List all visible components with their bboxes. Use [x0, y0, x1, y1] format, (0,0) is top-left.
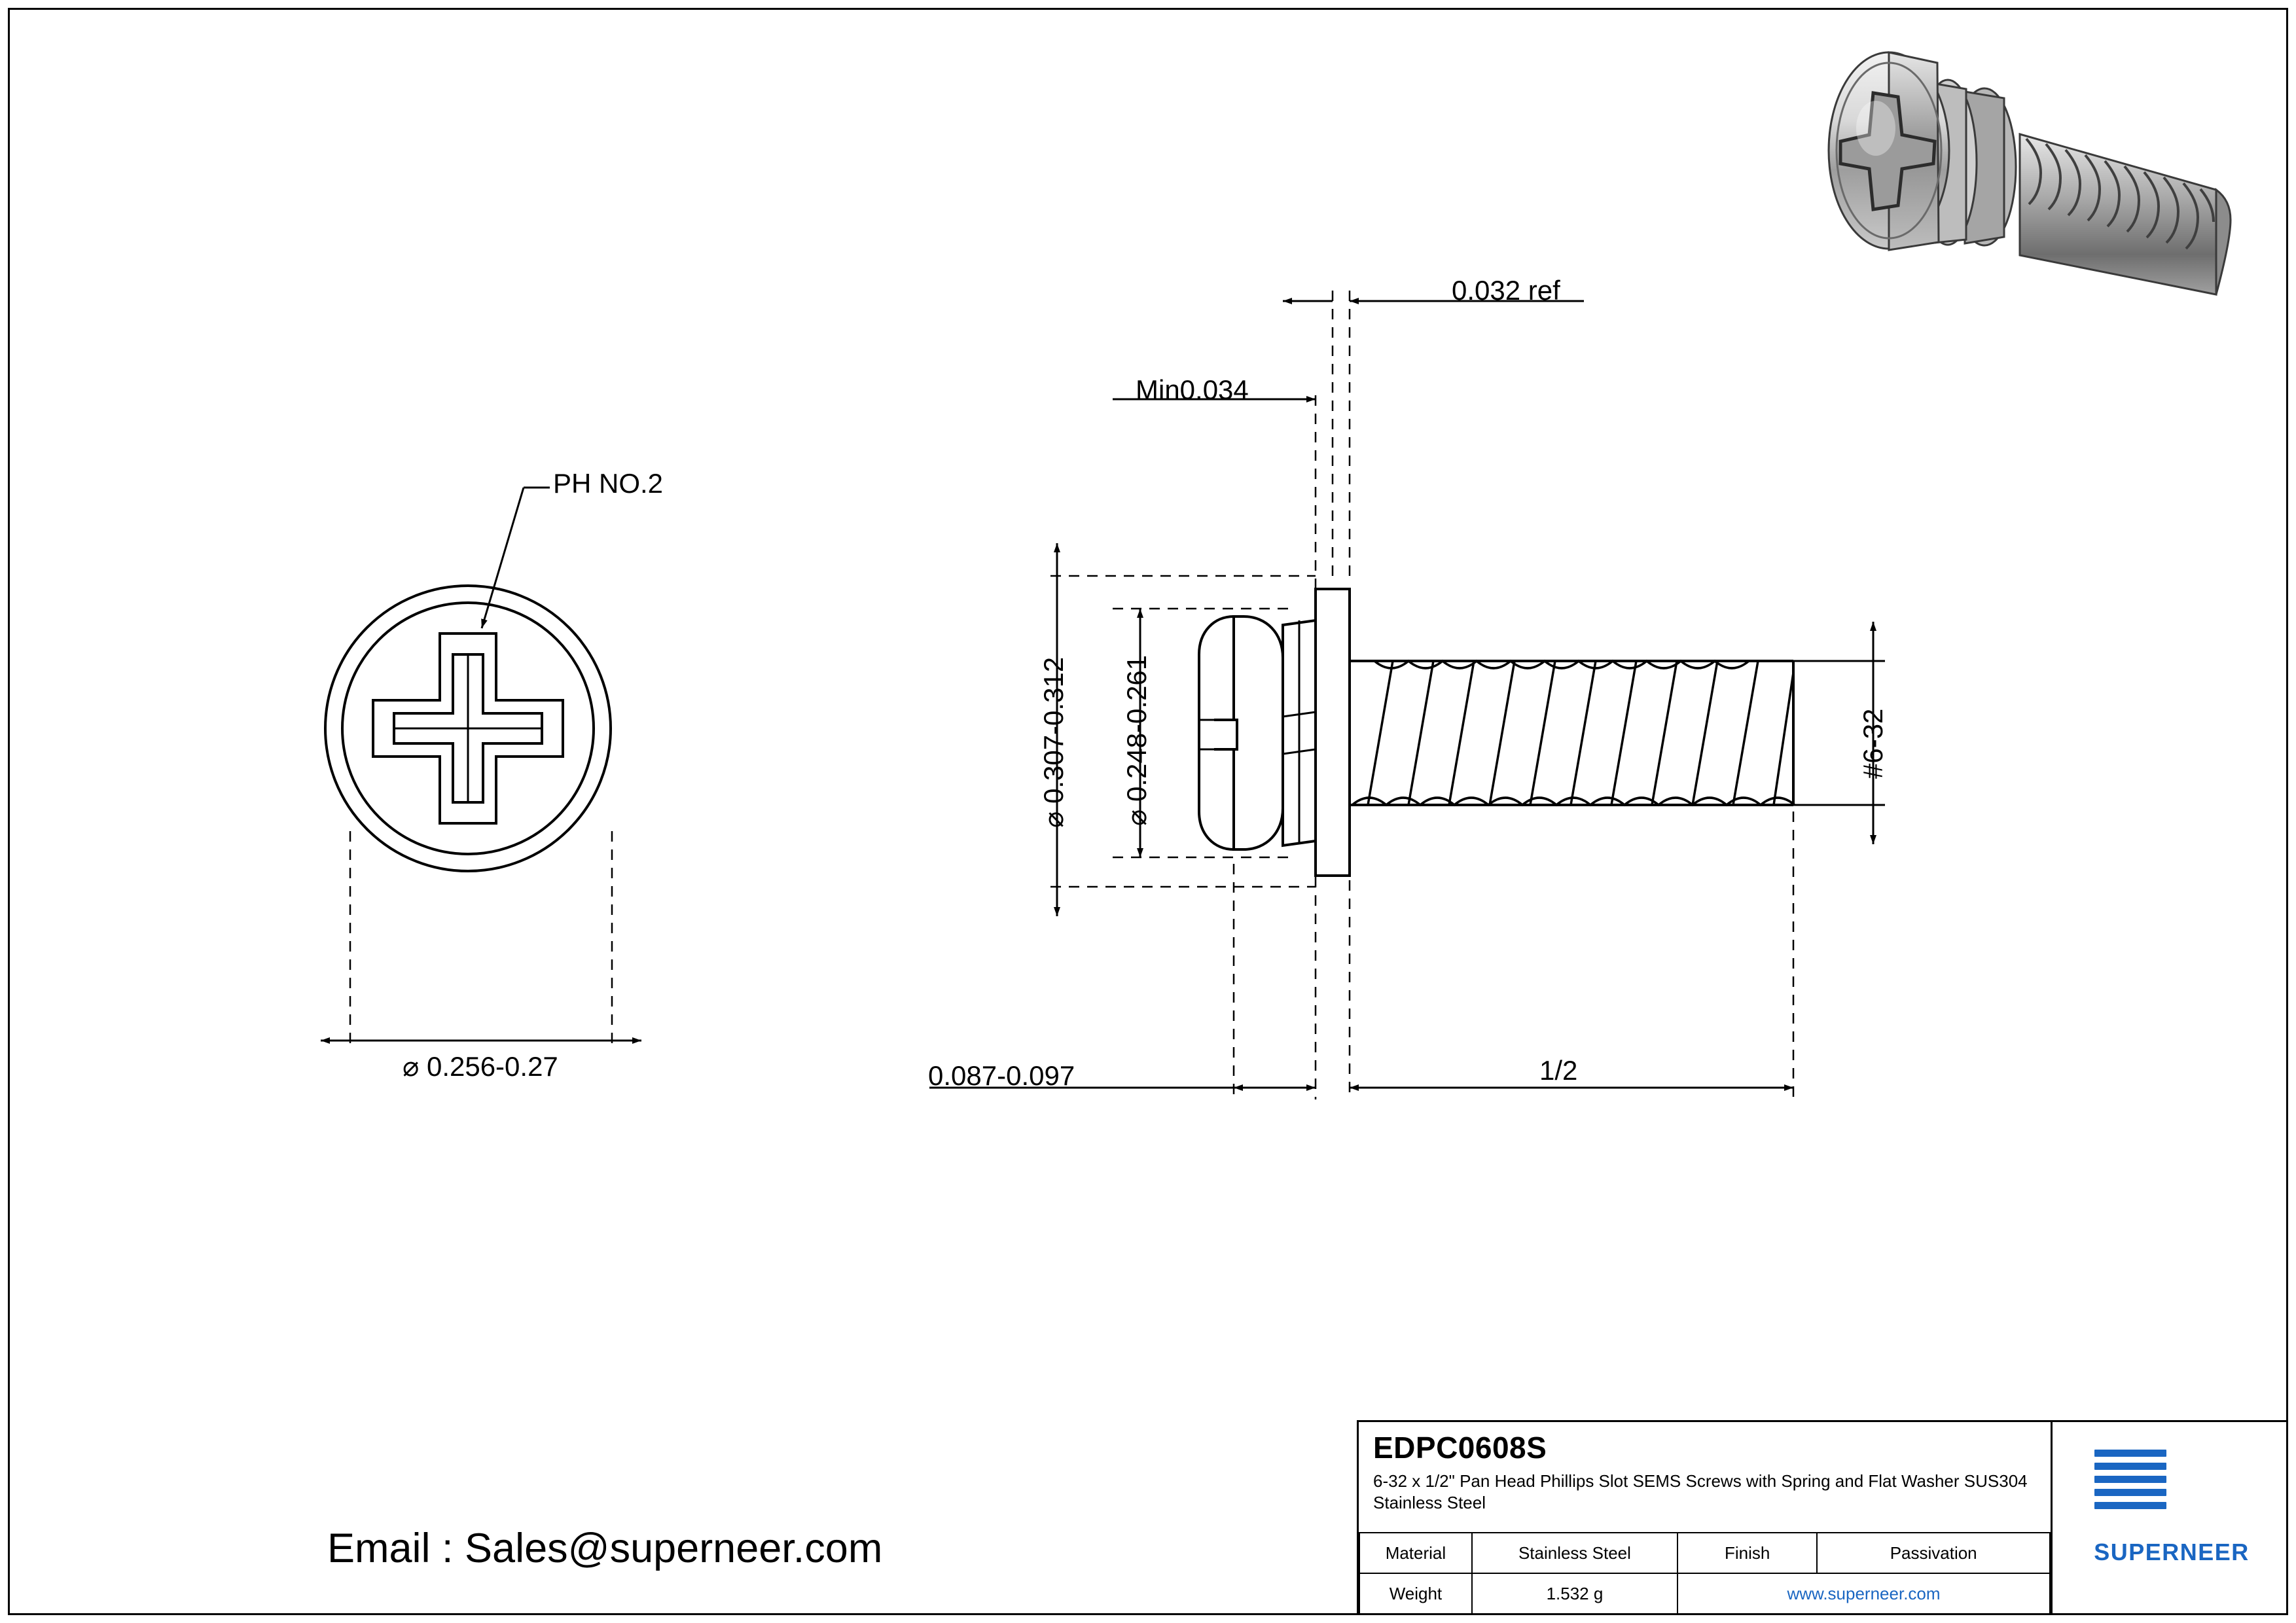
table-row [1359, 1573, 2050, 1614]
ph-no2-label: PH NO.2 [553, 468, 664, 499]
table-row [1359, 1533, 2050, 1573]
part-code: EDPC0608S [1373, 1431, 1547, 1465]
dim-head-od: ⌀ 0.307-0.312 [1038, 656, 1069, 828]
dim-0032-ref: 0.032 ref [1452, 275, 1560, 306]
dim-head-inner: ⌀ 0.248-0.261 [1121, 654, 1152, 826]
finish-label: Finish [1677, 1533, 1817, 1573]
part-description: 6-32 x 1/2" Pan Head Phillips Slot SEMS Screws with Spring and Flat Washer SUS304 Stainless Steel [1373, 1471, 2028, 1512]
finish-value: Passivation [1817, 1533, 2050, 1573]
front-diameter-dim: ⌀ 0.256-0.27 [403, 1051, 558, 1082]
material-value: Stainless Steel [1472, 1533, 1677, 1573]
brand-logo [2053, 1422, 2288, 1613]
title-block-info [1359, 1422, 2053, 1613]
dim-screw-length: 1/2 [1539, 1055, 1578, 1086]
weight-label: Weight [1359, 1573, 1472, 1614]
superneer-logo-icon [2094, 1450, 2166, 1522]
title-block [1357, 1420, 2288, 1615]
screw-3d-render [1829, 52, 2231, 294]
dim-min0034: Min0.034 [1136, 374, 1249, 405]
dim-head-height: 0.087-0.097 [928, 1060, 1075, 1091]
website-link[interactable]: www.superneer.com [1677, 1573, 2050, 1614]
thread-size-label: #6-32 [1857, 708, 1888, 779]
weight-value: 1.532 g [1472, 1573, 1677, 1614]
spec-table [1359, 1532, 2051, 1614]
brand-name: SUPERNEER [2094, 1539, 2250, 1565]
material-label: Material [1359, 1533, 1472, 1573]
contact-email: Email : Sales@superneer.com [327, 1525, 883, 1571]
